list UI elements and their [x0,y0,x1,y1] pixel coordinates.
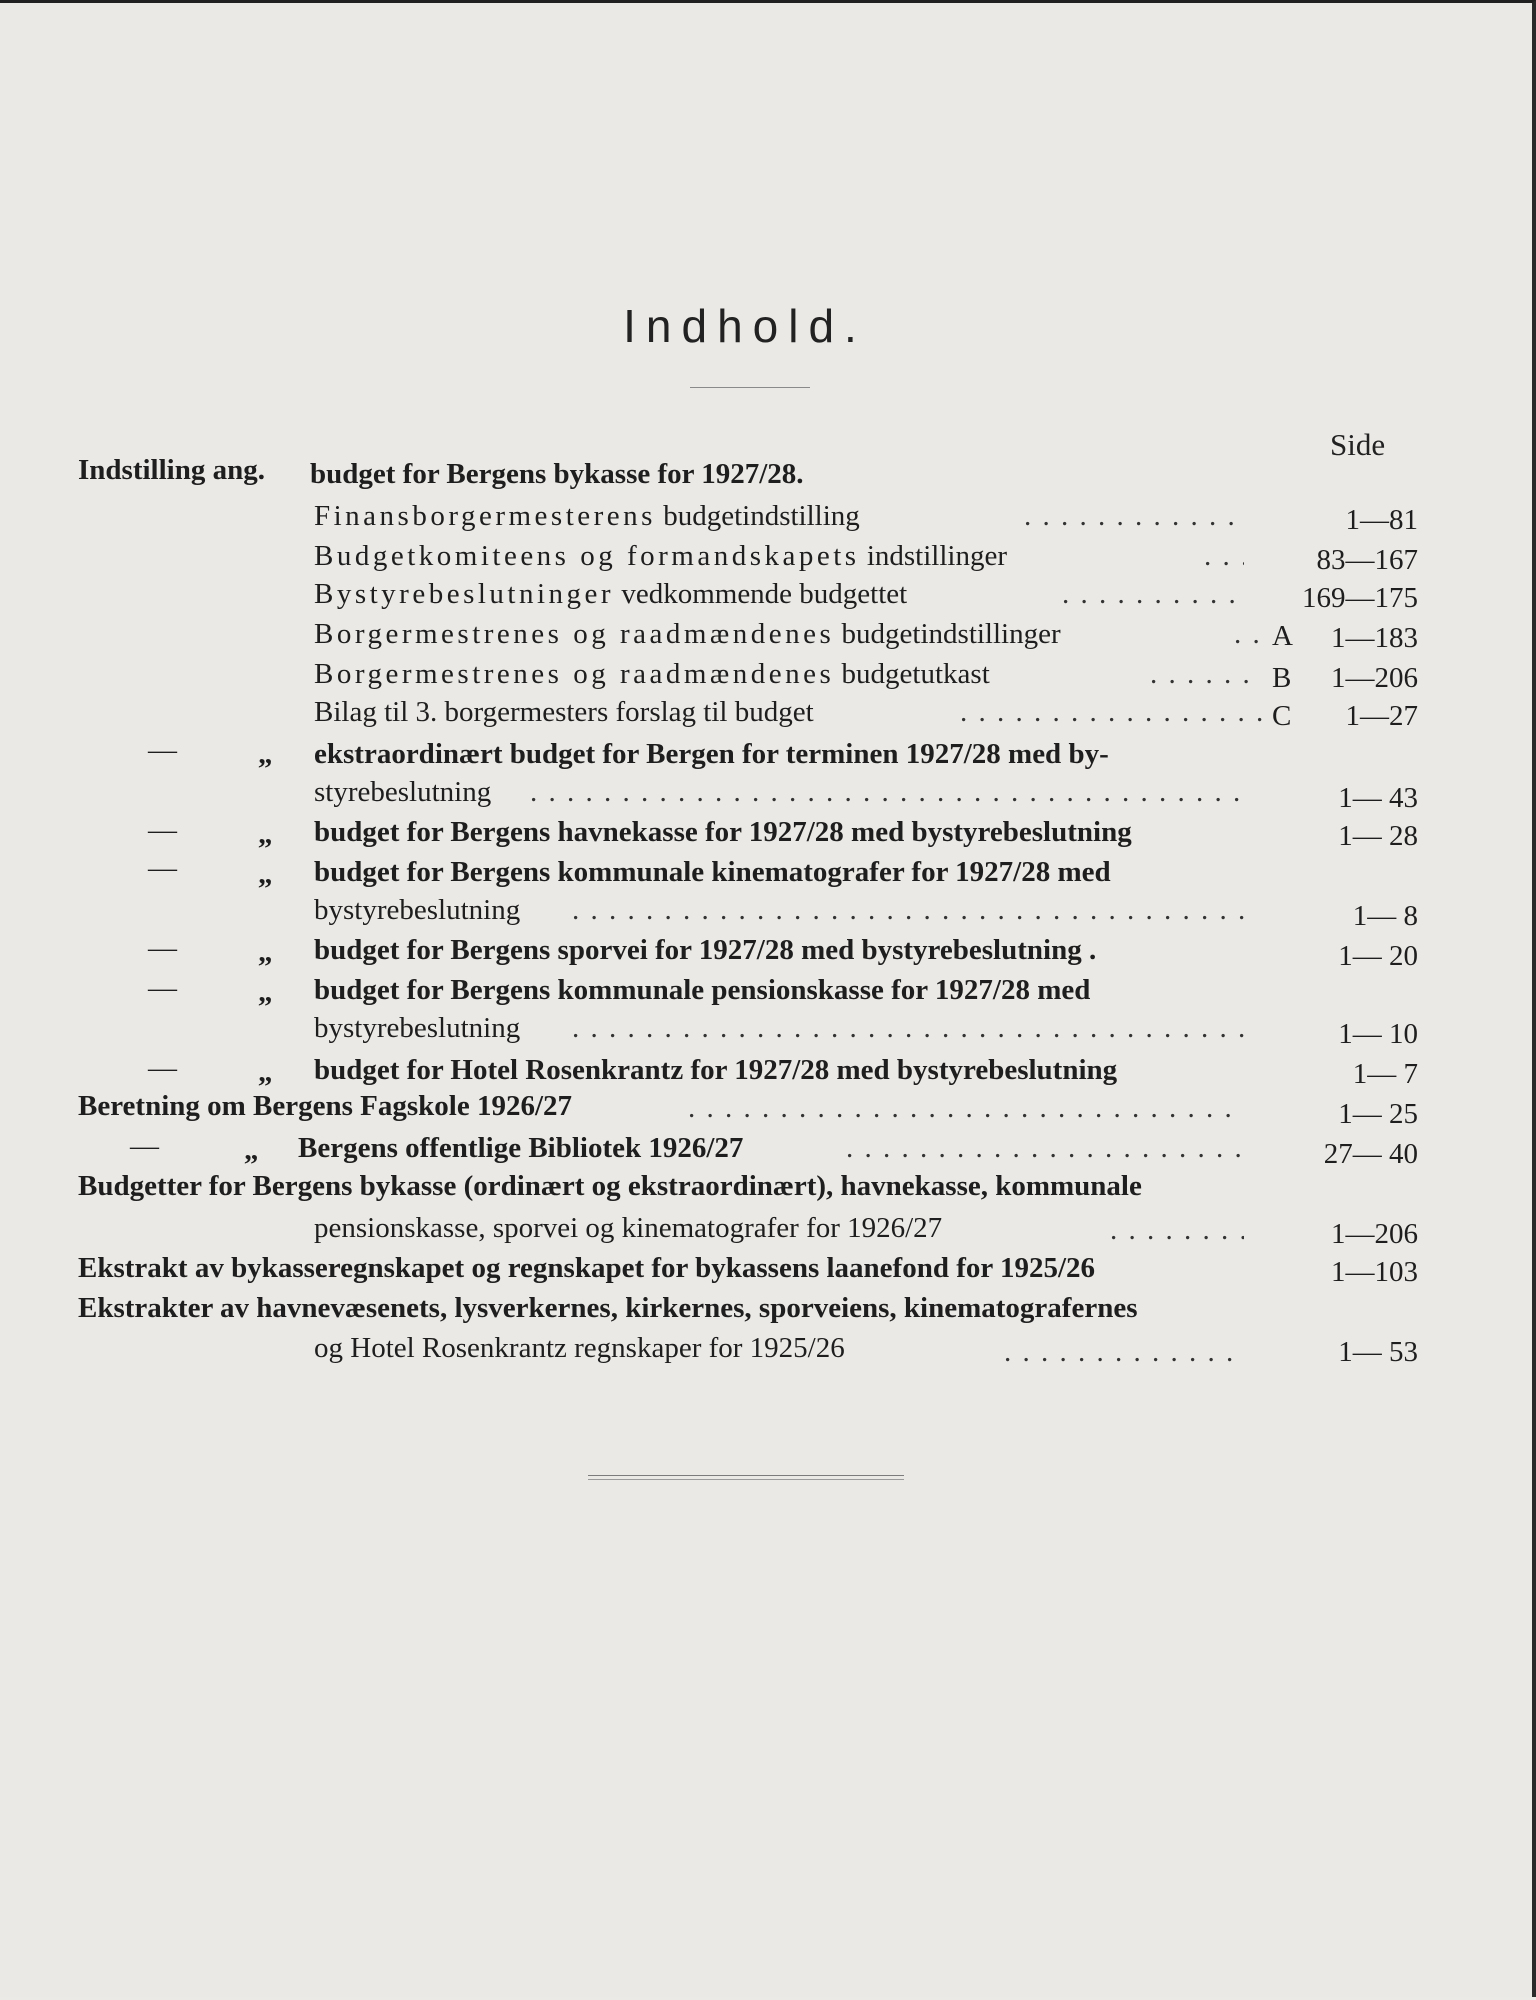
toc-leader-dots [1234,614,1268,654]
toc-leader-dots [846,1128,1244,1168]
toc-entry-text [314,496,860,536]
toc-page-ref: 1— 53 [1338,1336,1418,1368]
toc-section-letter: C [1272,700,1292,732]
toc-entry-text: Beretning om Bergens Fagskole 1926/27 [78,1090,573,1122]
toc-page-ref: 1—27 [1345,700,1418,732]
toc-section-letter: A [1272,620,1293,652]
toc-entry-label: ekstraordinært budget for Bergen for terminen 1927/28 med by- [314,738,1109,770]
toc-leader-dots [1204,536,1244,576]
toc-page-ref: 1—206 [1331,662,1418,694]
toc-entry-text [314,970,1090,1010]
toc-page-ref: 1— 28 [1338,820,1418,852]
ditto-dash: — [148,972,177,1004]
toc-entry-text: bystyrebeslutning [314,1012,521,1044]
toc-entry-label: budget for Bergens kommunale pensionskasse for 1927/28 med [314,974,1091,1006]
toc-leader-dots [1150,654,1262,694]
toc-page-ref: 1— 7 [1352,1058,1418,1090]
toc-page-ref: 1— 10 [1338,1018,1418,1050]
closing-double-rule [588,1475,904,1480]
ditto-quote: „ [258,936,273,968]
ditto-dash: — [148,852,177,884]
toc-entry-label-2: budgetindstilling [663,500,860,532]
toc-page-ref: 1—183 [1331,622,1418,654]
toc-entry-text [310,454,804,494]
ditto-dash: — [130,1130,159,1162]
toc-entry-text: Ekstrakter av havnevæsenets, lysverkernes, kirkernes, sporveiens, kinematografernes [78,1292,1138,1324]
toc-entry-label: budget for Hotel Rosenkrantz for 1927/28 med bystyrebeslutning [314,1054,1118,1086]
toc-entry-label: budget for Bergens sporvei for 1927/28 med bystyrebeslutning . [314,934,1097,966]
toc-entry-text: Budgetter for Bergens bykasse (ordinært og ekstraordinært), havnekasse, kommunale [78,1170,1142,1202]
toc-entry-text [314,654,990,694]
toc-page-ref: 1—206 [1331,1218,1418,1250]
toc-entry-label-2: budgetindstillinger [841,618,1061,650]
toc-entry-text: Bergens offentlige Bibliotek 1926/27 [298,1132,744,1164]
toc-entry-label: budget for Bergens kommunale kinematografer for 1927/28 med [314,856,1111,888]
toc-page-ref: 83—167 [1316,544,1418,576]
ditto-quote: „ [258,976,273,1008]
ditto-quote: „ [258,858,273,890]
toc-entry-text [314,574,907,614]
toc-entry-text [314,852,1111,892]
toc-entry-text: pensionskasse, sporvei og kinematografer for 1926/27 [314,1212,943,1244]
toc-page-ref: 1— 25 [1338,1098,1418,1130]
toc-leader-dots [1062,574,1244,614]
toc-entry-text [314,930,1096,970]
toc-entry-text [314,1050,1117,1090]
ditto-quote: „ [258,738,273,770]
toc-entry-text [314,614,1061,654]
side-column-header: Side [1330,427,1386,462]
toc-entry-label: Budgetkomiteens og formandskapets [314,540,860,572]
toc-entry-label-2: vedkommende budgettet [621,578,908,610]
toc-page-ref: 1— 43 [1338,782,1418,814]
toc-page-ref: 169—175 [1302,582,1418,614]
toc-page-ref: 1— 8 [1352,900,1418,932]
toc-page-ref: 27— 40 [1323,1138,1418,1170]
toc-leader-dots [572,1008,1244,1048]
toc-leader-dots [1024,496,1244,536]
toc-leader-dots [1004,1332,1244,1372]
toc-entry-text: Bilag til 3. borgermesters forslag til budget [314,696,814,728]
toc-entry-label: Bystyrebeslutninger [314,578,615,610]
ditto-dash: — [148,814,177,846]
toc-page-ref: 1—81 [1345,504,1418,536]
toc-page-ref: 1—103 [1331,1256,1418,1288]
toc-entry-prefix: Indstilling ang. [78,454,265,486]
ditto-dash: — [148,932,177,964]
ditto-quote: „ [244,1134,259,1166]
toc-entry-text: og Hotel Rosenkrantz regnskaper for 1925/26 [314,1332,845,1364]
page-title: Indhold. [623,300,867,352]
toc-entry-label: Finansborgermesterens [314,500,656,532]
toc-entry-label-2: indstillinger [866,540,1008,572]
toc-entry-text [314,812,1132,852]
ditto-quote: „ [258,1056,273,1088]
toc-entry-label: budget for Bergens bykasse for 1927/28. [310,458,804,490]
toc-section-letter: B [1272,662,1292,694]
toc-page-ref: 1— 20 [1338,940,1418,972]
toc-entry-label: Borgermestrenes og raadmændenes [314,658,835,690]
ditto-quote: „ [258,818,273,850]
table-of-contents [0,3,1536,2000]
toc-entry-label-2: budgetutkast [841,658,990,690]
toc-leader-dots [1110,1210,1244,1250]
ditto-dash: — [148,1052,177,1084]
ditto-dash: — [148,734,177,766]
toc-entry-text: Ekstrakt av bykasseregnskapet og regnskapet for bykassens laanefond for 1925/26 [78,1252,1096,1284]
toc-leader-dots [572,890,1244,930]
toc-leader-dots [688,1088,1244,1128]
toc-entry-text [314,734,1109,774]
toc-entry-text: styrebeslutning [314,776,492,808]
toc-entry-text: bystyrebeslutning [314,894,521,926]
toc-entry-text [314,536,1007,576]
toc-entry-label: budget for Bergens havnekasse for 1927/28 med bystyrebeslutning [314,816,1132,848]
toc-leader-dots [530,772,1244,812]
toc-entry-label: Borgermestrenes og raadmændenes [314,618,835,650]
toc-leader-dots [960,692,1262,732]
